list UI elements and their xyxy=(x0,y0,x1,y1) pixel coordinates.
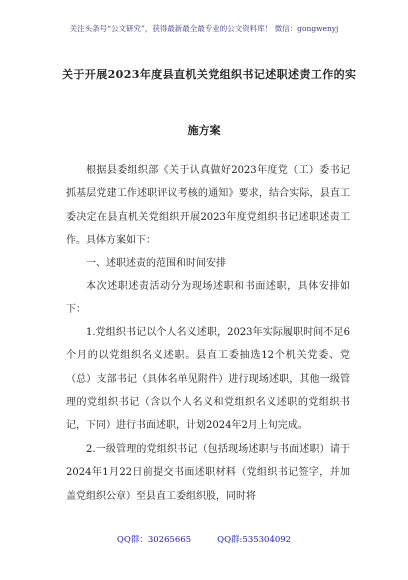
body-paragraph-item-1 xyxy=(66,321,350,437)
section-heading-1 xyxy=(66,252,350,275)
paragraph: 本次述职述责活动分为现场述职和书面述职，具体安排如下： xyxy=(66,281,350,316)
document-title-line-2: 施方案 xyxy=(187,124,221,137)
qq-group-1: QQ群：30265665 xyxy=(116,535,192,545)
body-paragraph-intro xyxy=(66,159,350,252)
paragraph: 根据县委组织部《关于认真做好2023年度党（工）委书记抓基层党建工作述职评议考核的通知》要求，结合实际，县直工委决定在县直机关党组织开展2023年度党组织书记述职述责工作。具体方案如下： xyxy=(66,165,350,246)
qq-group-2: QQ群:535304092 xyxy=(217,535,292,545)
section-heading: 一、述职述责的范围和时间安排 xyxy=(86,258,226,269)
qq-footer xyxy=(0,534,408,546)
paragraph: 2.一级管理的党组织书记（包括现场述职与书面述职）请于2024年1月22日前提交书面述职材料（党组织书记签字，并加盖党组织公章）至县直工委组织股，同时将 xyxy=(66,444,350,502)
body-paragraph-arrangement xyxy=(66,275,350,322)
document-title-line-1: 关于开展2023年度县直机关党组织书记述职述责工作的实 xyxy=(62,68,357,81)
paragraph: 1.党组织书记以个人名义述职，2023年实际履职时间不足6个月的以党组织名义述职。县直工委抽选12个机关党委、党（总）支部书记（具体名单见附件）进行现场述职，其他一级管理的党组织书记（含以个人名义和党组织名义述职的党组织书记，下同）进行书面述职，计划2024年2月上旬完成。 xyxy=(66,327,350,432)
promo-banner: 关注头条号“公文研究”，获得最新最全最专业的公文资料库！ 微信：gongwenyj xyxy=(69,24,339,33)
body-paragraph-item-2 xyxy=(66,438,350,508)
